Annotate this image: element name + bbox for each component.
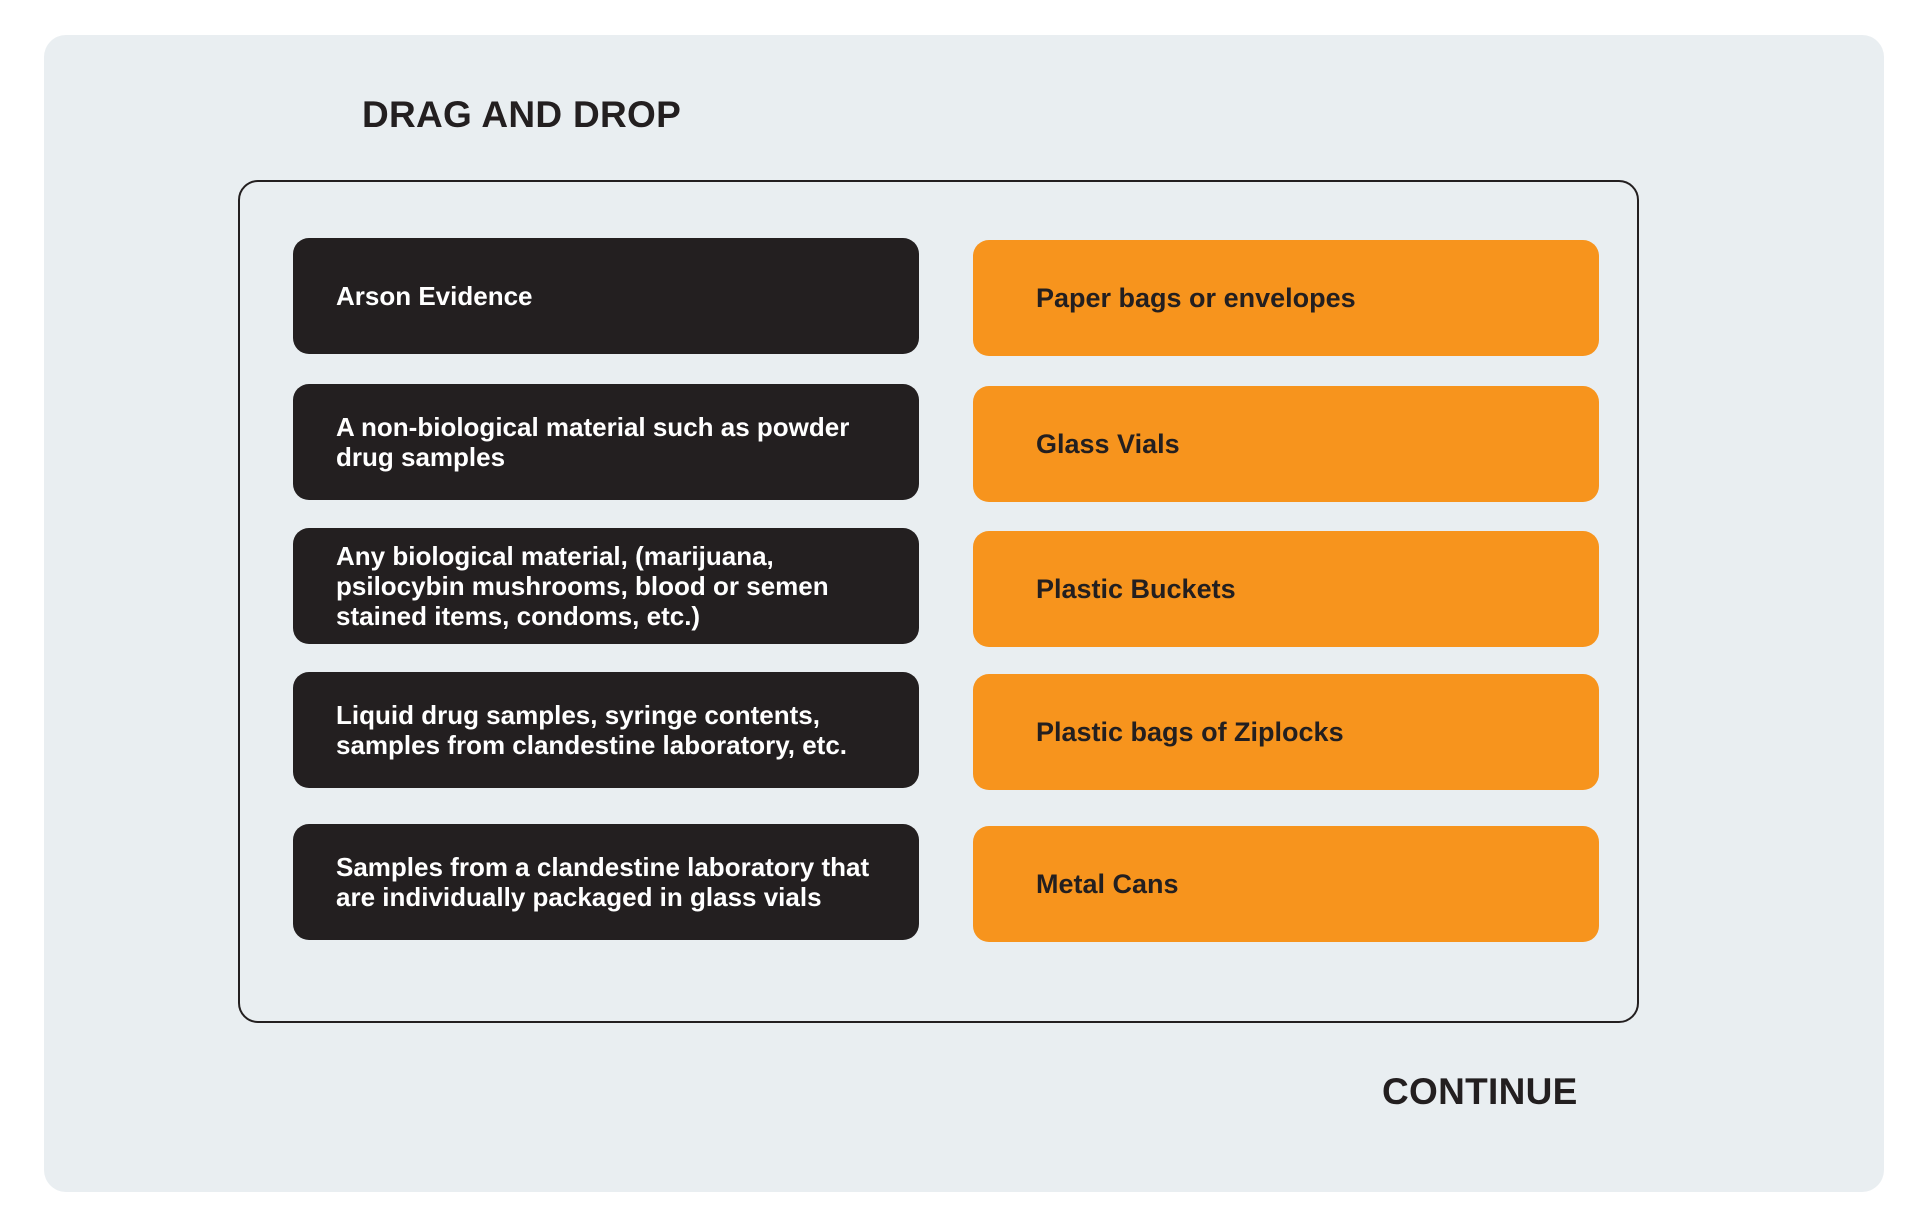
- evidence-card-label: Liquid drug samples, syringe contents, samples from clandestine laboratory, etc.: [336, 700, 848, 760]
- evidence-card-liquid-drug[interactable]: [293, 672, 919, 788]
- container-card-glass-vials[interactable]: [973, 386, 1599, 502]
- evidence-card-label: Any biological material, (marijuana, psilocybin mushrooms, blood or semen stained items, condoms, etc.): [336, 541, 829, 631]
- evidence-card-clandestine-lab[interactable]: [293, 824, 919, 940]
- evidence-card-label: Samples from a clandestine laboratory that are individually packaged in glass vials: [336, 852, 870, 912]
- container-card-label: Plastic bags of Ziplocks: [1036, 717, 1344, 747]
- evidence-card-label: A non-biological material such as powder drug samples: [336, 412, 850, 472]
- evidence-card-arson[interactable]: [293, 238, 919, 354]
- container-card-label: Plastic Buckets: [1036, 574, 1236, 604]
- evidence-card-biological[interactable]: [293, 528, 919, 644]
- evidence-card-non-biological[interactable]: [293, 384, 919, 500]
- continue-button[interactable]: CONTINUE: [1382, 1071, 1578, 1112]
- page-title: DRAG AND DROP: [362, 94, 682, 135]
- evidence-card-label: Arson Evidence: [336, 281, 533, 311]
- container-card-plastic-buckets[interactable]: [973, 531, 1599, 647]
- container-card-paper-bags[interactable]: [973, 240, 1599, 356]
- container-card-label: Paper bags or envelopes: [1036, 283, 1356, 313]
- container-card-metal-cans[interactable]: [973, 826, 1599, 942]
- container-card-plastic-bags[interactable]: [973, 674, 1599, 790]
- container-card-label: Metal Cans: [1036, 869, 1179, 899]
- container-card-label: Glass Vials: [1036, 429, 1180, 459]
